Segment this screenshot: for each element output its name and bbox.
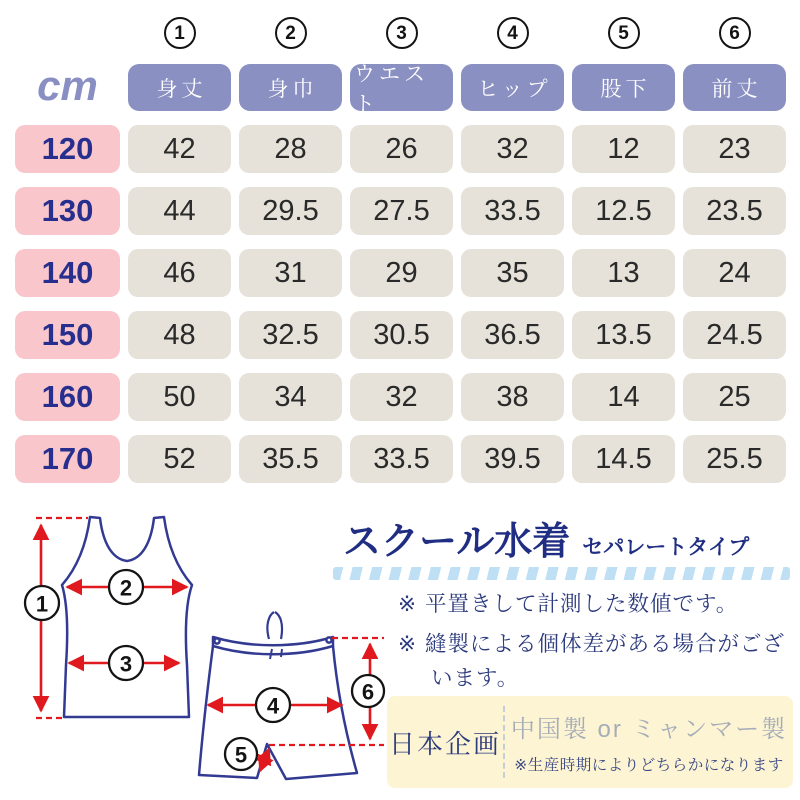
measurement-cell: 50 bbox=[128, 373, 231, 421]
measurement-cell: 14 bbox=[572, 373, 675, 421]
column-number-3 bbox=[350, 16, 453, 50]
measurement-cell: 32.5 bbox=[239, 311, 342, 359]
svg-text:5: 5 bbox=[234, 742, 248, 768]
column-number-6 bbox=[683, 16, 786, 50]
circled-number-icon: 2 bbox=[275, 17, 307, 49]
made-in-label: 中国製 or ミャンマー製 bbox=[510, 716, 788, 743]
planned-in-label: 日本企画 bbox=[388, 728, 501, 759]
measurement-cell: 35.5 bbox=[239, 435, 342, 483]
product-title: スクール水着 bbox=[343, 521, 571, 563]
measurement-cell: 39.5 bbox=[461, 435, 564, 483]
measurement-cell: 23.5 bbox=[683, 187, 786, 235]
product-subtitle: セパレートタイプ bbox=[582, 536, 750, 559]
svg-text:6: 6 bbox=[361, 679, 375, 705]
svg-text:4: 4 bbox=[266, 693, 280, 719]
circled-number-icon: 3 bbox=[386, 17, 418, 49]
measurement-cell: 25 bbox=[683, 373, 786, 421]
measurement-cell: 27.5 bbox=[350, 187, 453, 235]
column-header-hip: ヒップ bbox=[461, 64, 564, 111]
measurement-cell: 28 bbox=[239, 125, 342, 173]
svg-text:1: 1 bbox=[35, 591, 49, 617]
measurement-cell: 13 bbox=[572, 249, 675, 297]
circled-number-icon: 4 bbox=[497, 17, 529, 49]
note-marker: ※ bbox=[398, 592, 418, 616]
note-marker: ※ bbox=[398, 632, 418, 657]
size-row-label: 170 bbox=[15, 435, 120, 483]
column-number-4 bbox=[461, 16, 564, 50]
measurement-cell: 30.5 bbox=[350, 311, 453, 359]
measurement-cell: 24 bbox=[683, 249, 786, 297]
column-number-1 bbox=[128, 16, 231, 50]
measurement-cell: 36.5 bbox=[461, 311, 564, 359]
measurement-cell: 12 bbox=[572, 125, 675, 173]
column-header-inseam: 股下 bbox=[572, 64, 675, 111]
size-row-label: 160 bbox=[15, 373, 120, 421]
measurement-cell: 25.5 bbox=[683, 435, 786, 483]
origin-right bbox=[505, 696, 793, 788]
notes-block bbox=[398, 588, 800, 702]
measurement-cell: 23 bbox=[683, 125, 786, 173]
measurement-cell: 26 bbox=[350, 125, 453, 173]
size-row-label: 150 bbox=[15, 311, 120, 359]
measurement-cell: 12.5 bbox=[572, 187, 675, 235]
measurement-cell: 29.5 bbox=[239, 187, 342, 235]
product-title-row bbox=[343, 510, 749, 565]
measurement-cell: 44 bbox=[128, 187, 231, 235]
column-number-5 bbox=[572, 16, 675, 50]
measurement-cell: 13.5 bbox=[572, 311, 675, 359]
measurement-cell: 29 bbox=[350, 249, 453, 297]
size-row-label: 140 bbox=[15, 249, 120, 297]
note-measured-flat bbox=[398, 588, 800, 621]
note-text: 縫製による個体差がある場合がございます。 bbox=[425, 632, 786, 690]
wave-divider bbox=[333, 567, 790, 580]
made-in-note: ※生産時期によりどちらかになります bbox=[514, 757, 784, 774]
measurement-cell: 32 bbox=[461, 125, 564, 173]
measurement-cell: 33.5 bbox=[350, 435, 453, 483]
measurement-cell: 46 bbox=[128, 249, 231, 297]
column-number-2 bbox=[239, 16, 342, 50]
size-row-label: 120 bbox=[15, 125, 120, 173]
column-header-body-width: 身巾 bbox=[239, 64, 342, 111]
size-table bbox=[15, 16, 786, 483]
tank-top-outline bbox=[62, 517, 192, 717]
origin-box bbox=[387, 696, 793, 788]
circled-number-icon: 1 bbox=[164, 17, 196, 49]
measurement-cell: 42 bbox=[128, 125, 231, 173]
circled-number-icon: 5 bbox=[608, 17, 640, 49]
measurement-cell: 48 bbox=[128, 311, 231, 359]
measurement-cell: 52 bbox=[128, 435, 231, 483]
unit-label: cm bbox=[37, 62, 98, 109]
column-header-waist: ウエスト bbox=[350, 64, 453, 111]
note-text: 平置きして計測した数値です。 bbox=[425, 592, 739, 616]
svg-text:2: 2 bbox=[119, 575, 133, 601]
measurement-cell: 34 bbox=[239, 373, 342, 421]
circled-number-icon: 6 bbox=[719, 17, 751, 49]
measurement-cell: 14.5 bbox=[572, 435, 675, 483]
measurement-cell: 38 bbox=[461, 373, 564, 421]
column-header-body-length: 身丈 bbox=[128, 64, 231, 111]
note-sewing-variance bbox=[398, 628, 800, 695]
size-row-label: 130 bbox=[15, 187, 120, 235]
measurement-diagram bbox=[10, 503, 388, 798]
svg-text:3: 3 bbox=[119, 651, 133, 677]
measurement-cell: 32 bbox=[350, 373, 453, 421]
measurement-cell: 35 bbox=[461, 249, 564, 297]
measurement-cell: 31 bbox=[239, 249, 342, 297]
measurement-cell: 24.5 bbox=[683, 311, 786, 359]
measurement-cell: 33.5 bbox=[461, 187, 564, 235]
column-header-front-length: 前丈 bbox=[683, 64, 786, 111]
